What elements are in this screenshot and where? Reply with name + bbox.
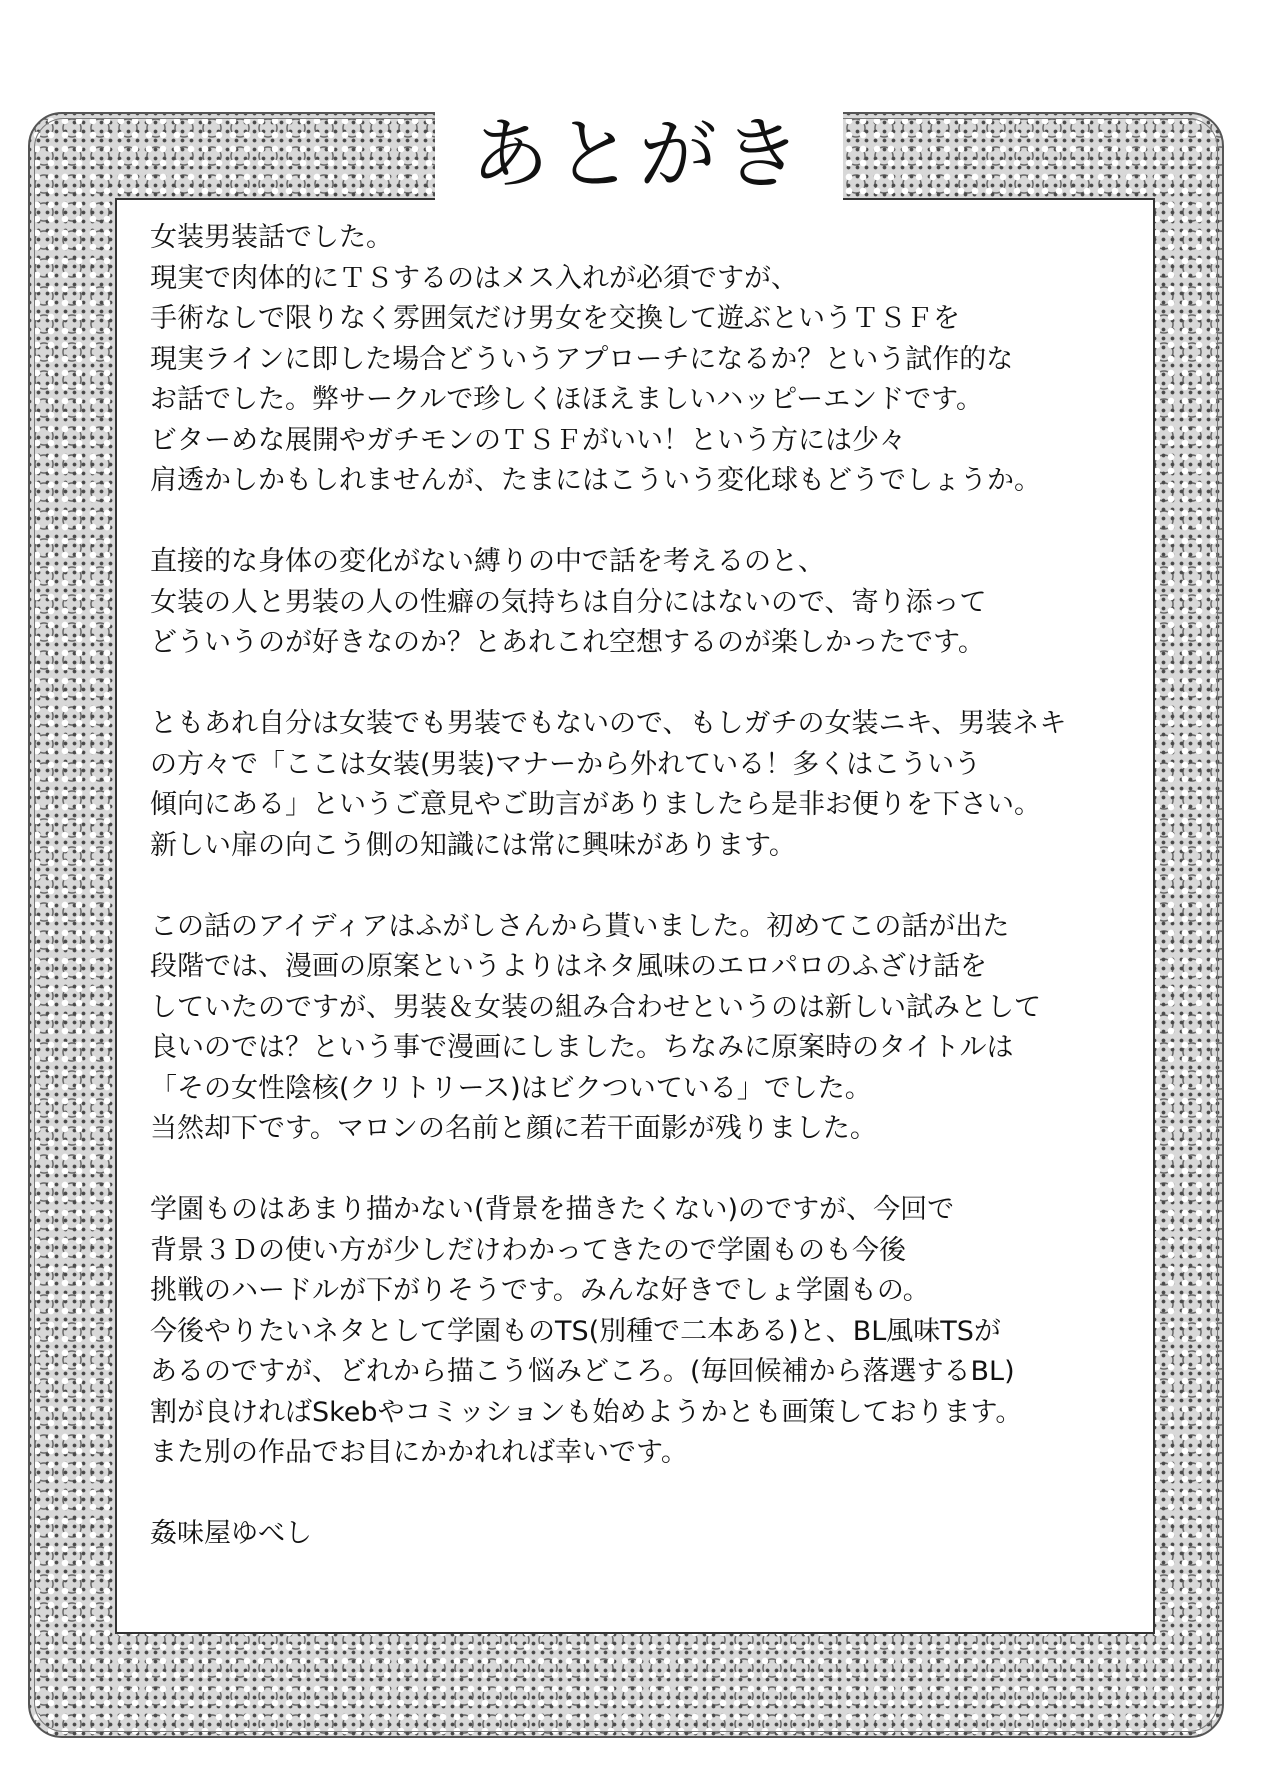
paragraph-5 xyxy=(150,1190,1140,1474)
text-line: 現実ラインに即した場合どういうアプローチになるか？という試作的な xyxy=(150,343,1014,375)
text-line: 学園ものはあまり描かない(背景を描きたくない)のですが、今回で xyxy=(150,1194,955,1225)
text-line: ビターめな展開やガチモンのＴＳＦがいい！という方には少々 xyxy=(150,424,906,456)
text-line: 現実で肉体的にＴＳするのはメス入れが必須ですが、 xyxy=(150,262,798,294)
text-line: 直接的な身体の変化がない縛りの中で話を考えるのと、 xyxy=(150,546,825,577)
page-title: あとがき xyxy=(470,110,807,200)
paragraph-2 xyxy=(150,542,1140,664)
text-line: 割が良ければSkebやコミッションも始めようかとも画策しております。 xyxy=(150,1396,1023,1428)
text-line: 女装男装話でした。 xyxy=(150,222,393,253)
text-line: この話のアイディアはふがしさんから貰いました。初めてこの話が出た xyxy=(150,910,1010,942)
text-line: 「その女性陰核(クリトリース)はビクついている」でした。 xyxy=(150,1072,872,1104)
text-line: 背景３Ｄの使い方が少しだけわかってきたので学園ものも今後 xyxy=(150,1234,906,1266)
text-line: また別の作品でお目にかかれれば幸いです。 xyxy=(150,1437,688,1468)
paragraph-1 xyxy=(150,218,1140,502)
text-line: どういうのが好きなのか？とあれこれ空想するのが楽しかったです。 xyxy=(150,627,985,658)
text-line: 傾向にある」というご意見やご助言がありましたら是非お便りを下さい。 xyxy=(150,789,1041,820)
title-panel xyxy=(435,96,843,214)
text-line: 肩透かしかもしれませんが、たまにはこういう変化球もどうでしょうか。 xyxy=(150,465,1041,496)
text-line: お話でした。弊サークルで珍しくほほえましいハッピーエンドです。 xyxy=(150,384,983,415)
text-line: の方々で「ここは女装(男装)マナーから外れている！多くはこういう xyxy=(150,748,982,780)
text-line: 段階では、漫画の原案というよりはネタ風味のエロパロのふざけ話を xyxy=(150,951,987,982)
text-line: 当然却下です。マロンの名前と顔に若干面影が残りました。 xyxy=(150,1113,877,1144)
text-line: 女装の人と男装の人の性癖の気持ちは自分にはないので、寄り添って xyxy=(150,586,987,618)
text-line: あるのですが、どれから描こう悩みどころ。(毎回候補から落選するBL) xyxy=(150,1356,1015,1387)
author-signature: 姦味屋ゆべし xyxy=(150,1518,312,1549)
text-line: 今後やりたいネタとして学園ものTS(別種で二本ある)と、BL風味TSが xyxy=(150,1315,1001,1347)
afterword-body xyxy=(150,218,1140,1555)
text-line: 新しい扉の向こう側の知識には常に興味があります。 xyxy=(150,829,796,861)
paragraph-4 xyxy=(150,907,1140,1150)
text-line: ともあれ自分は女装でも男装でもないので、もしガチの女装ニキ、男装ネキ xyxy=(150,708,1067,739)
text-line: 手術なしで限りなく雰囲気だけ男女を交換して遊ぶというＴＳＦを xyxy=(150,303,960,334)
paragraph-3 xyxy=(150,704,1140,866)
text-line: 良いのでは？という事で漫画にしました。ちなみに原案時のタイトルは xyxy=(150,1032,1014,1063)
text-line: していたのですが、男装＆女装の組み合わせというのは新しい試みとして xyxy=(150,991,1041,1023)
text-line: 挑戦のハードルが下がりそうです。みんな好きでしょ学園もの。 xyxy=(150,1275,930,1306)
